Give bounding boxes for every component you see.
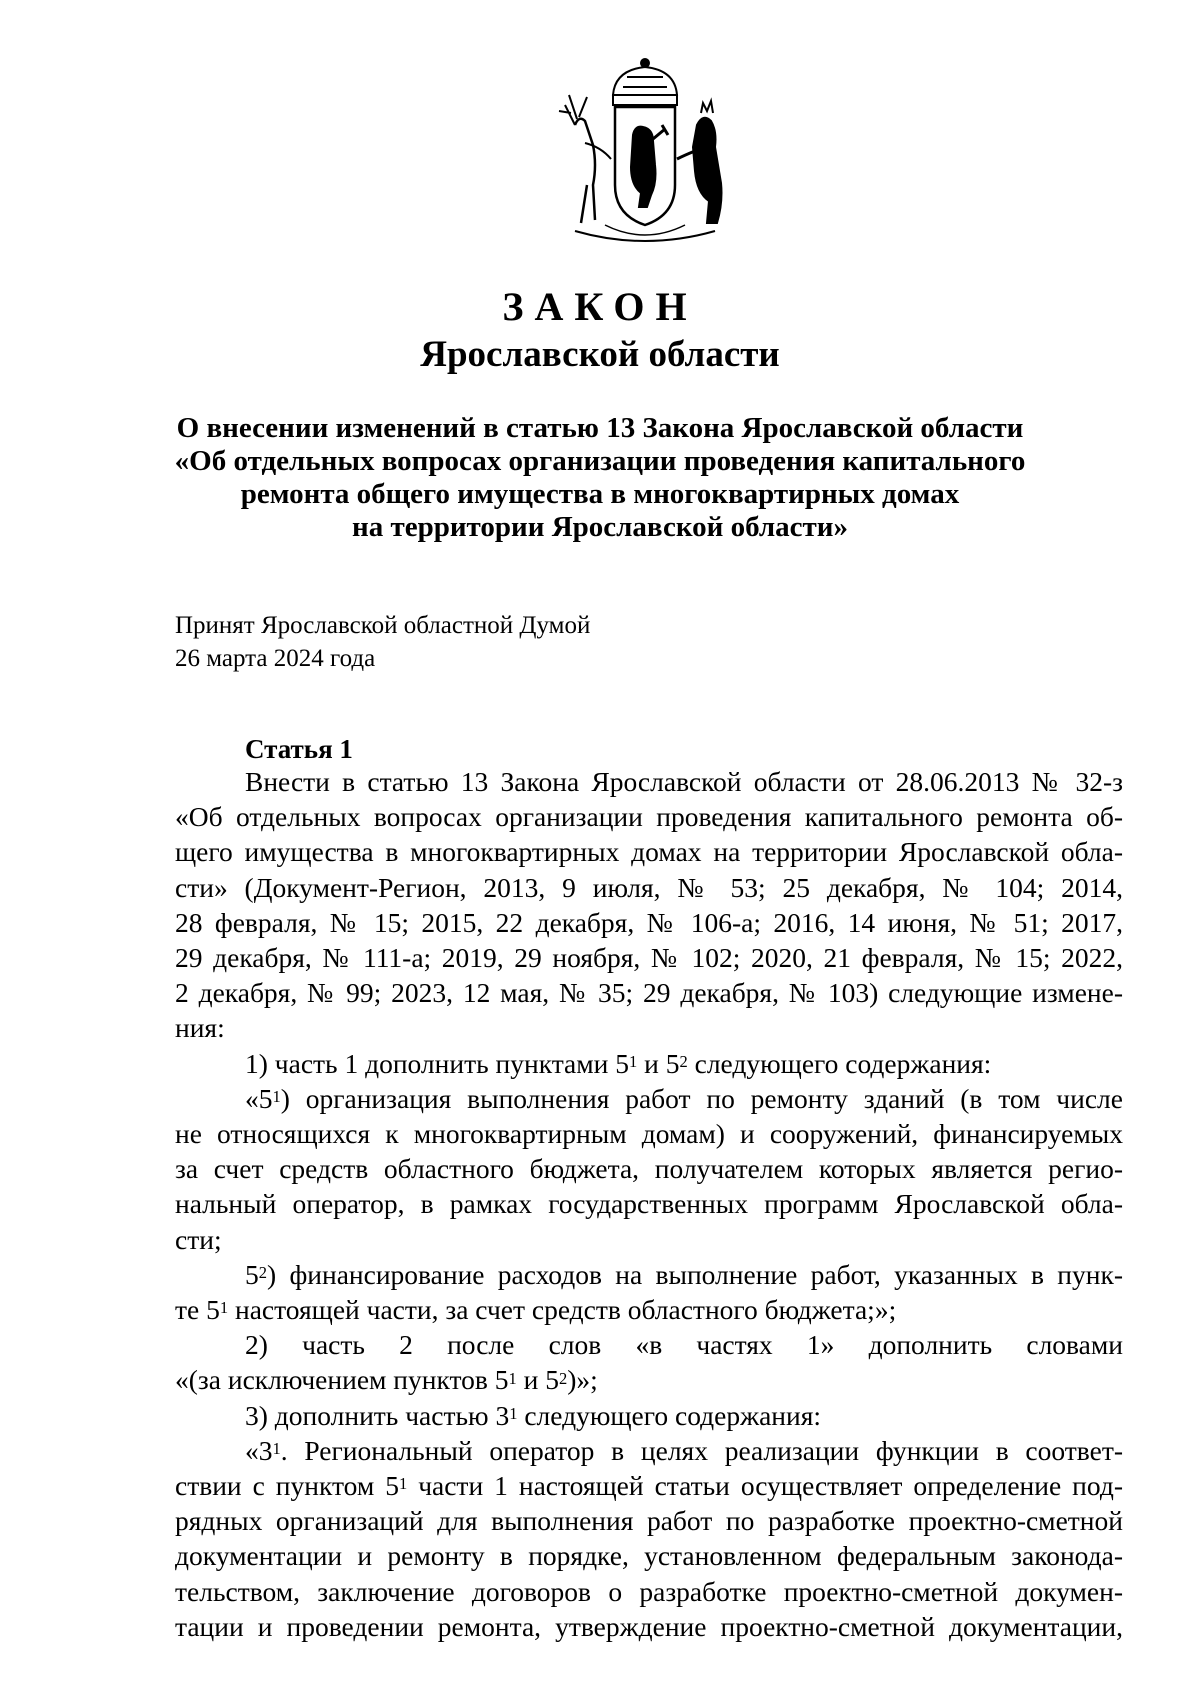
body-line: 2 декабря, № 99; 2023, 12 мая, № 35; 29 декабря, № 103) следующие измене- — [175, 977, 1123, 1009]
subject-line: на территории Ярославской области» — [352, 511, 848, 543]
subject-line: О внесении изменений в статью 13 Закона Ярославской области — [176, 412, 1024, 444]
subject-line: «Об отдельных вопросах организации проведения капитального — [174, 445, 1026, 477]
body-line: ния: — [175, 1012, 225, 1044]
body-line: 28 февраля, № 15; 2015, 22 декабря, № 106-а; 2016, 14 июня, № 51; 2017, — [175, 906, 1123, 938]
quoted-part-3-1: «$3^1$. Региональный оператор в целях реализации функции в соответ- — [245, 1434, 1123, 1466]
body-line: щего имущества в многоквартирных домах на территории Ярославской обла- — [175, 836, 1123, 868]
quoted-point-5-2: $5^2$) финансирование расходов на выполнение работ, указанных в пунк- — [245, 1258, 1123, 1290]
document-type-title: ЗАКОН — [502, 284, 698, 329]
body-line: 29 декабря, № 111-а; 2019, 29 ноября, № 102; 2020, 21 февраля, № 15; 2022, — [175, 942, 1123, 974]
body-line: те $5^1$ настоящей части, за счет средств областного бюджета;»; — [175, 1294, 897, 1326]
body-line: нальный оператор, в рамках государственных программ Ярославской обла- — [175, 1188, 1123, 1220]
law-subject-title — [150, 412, 1050, 544]
amendment-item-1: 1) часть 1 дополнить пунктами $5^1$ и $5^2$ следующего содержания: — [245, 1047, 992, 1079]
body-line: тации и проведении ремонта, утверждение проектно-сметной документации, — [175, 1610, 1123, 1642]
adoption-date: 26 марта 2024 года — [175, 645, 376, 672]
body-line: «(за исключением пунктов $5^1$ и $5^2$)»; — [175, 1364, 598, 1396]
body-line: рядных организаций для выполнения работ по разработке проектно-сметной — [175, 1505, 1123, 1537]
article-heading: Статья 1 — [245, 734, 353, 764]
amendment-item-2: 2) часть 2 после слов «в частях 1» дополнить словами — [245, 1329, 1123, 1361]
adoption-note — [175, 609, 590, 675]
quoted-point-5-1: «$5^1$) организация выполнения работ по ремонту зданий (в том числе — [245, 1082, 1123, 1114]
body-line: ствии с пунктом $5^1$ части 1 настоящей статьи осуществляет определение под- — [175, 1470, 1123, 1502]
issuing-region-title: Ярославской области — [420, 334, 780, 375]
body-line: сти; — [175, 1223, 222, 1255]
body-line: сти» (Документ-Регион, 2013, 9 июля, № 53; 25 декабря, № 104; 2014, — [175, 871, 1123, 903]
article-body — [175, 764, 1123, 1644]
body-line: «Об отдельных вопросах организации проведения капитального ремонта об- — [175, 801, 1123, 833]
body-line: тельством, заключение договоров о разработке проектно-сметной докумен- — [175, 1575, 1123, 1607]
body-line: за счет средств областного бюджета, получателем которых является регио- — [175, 1153, 1123, 1185]
body-line: Внести в статью 13 Закона Ярославской области от 28.06.2013 № 32-з — [245, 766, 1123, 797]
amendment-item-3: 3) дополнить частью $3^1$ следующего содержания: — [245, 1399, 822, 1431]
coat-of-arms-emblem — [535, 55, 755, 255]
subject-line: ремонта общего имущества в многоквартирных домах — [240, 478, 960, 510]
body-line: документации и ремонту в порядке, установленном федеральным законода- — [175, 1540, 1123, 1572]
body-line: не относящихся к многоквартирным домам) и сооружений, финансируемых — [175, 1118, 1123, 1150]
adoption-body: Принят Ярославской областной Думой — [175, 612, 591, 639]
